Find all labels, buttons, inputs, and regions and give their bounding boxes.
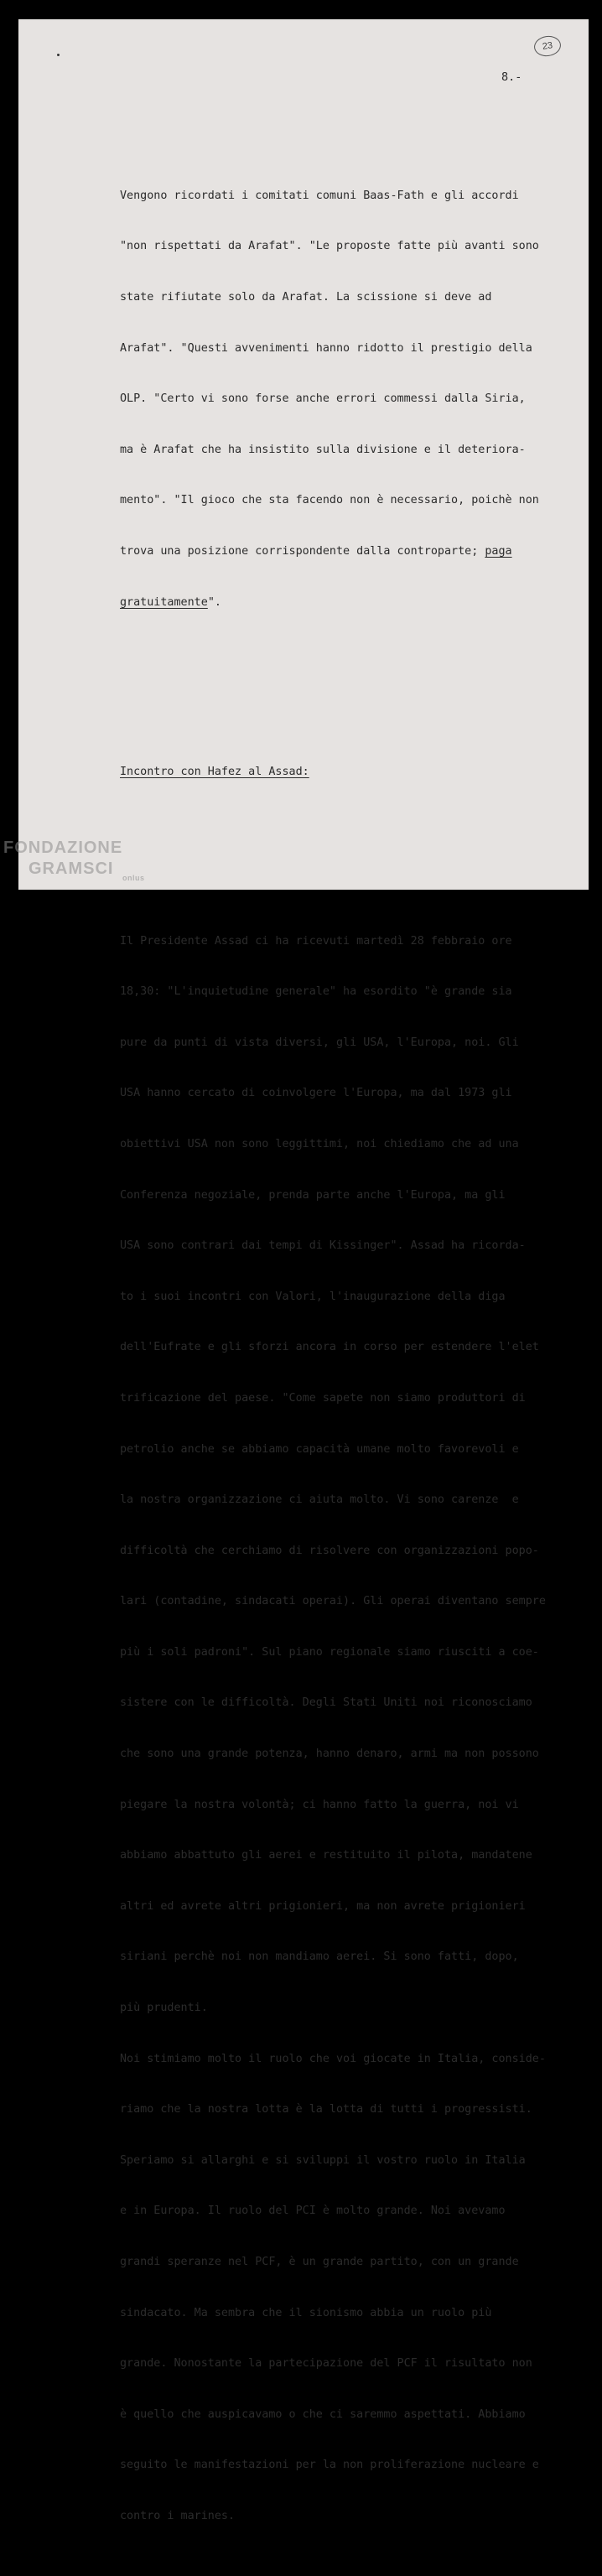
watermark-line-2: GRAMSCI bbox=[29, 860, 114, 878]
text-line: più prudenti. bbox=[120, 2002, 208, 2015]
text-line: è quello che auspicavamo o che ci saremmo aspettati. Abbiamo bbox=[120, 2407, 526, 2421]
text-line: altri ed avrete altri prigionieri, ma non avrete prigionieri bbox=[120, 1899, 526, 1913]
text-line: e in Europa. Il ruolo del PCI è molto grande. Noi avevamo bbox=[120, 2205, 506, 2218]
document-body bbox=[120, 120, 552, 2576]
paragraph-assad bbox=[120, 899, 552, 2558]
text-line: grande. Nonostante la partecipazione del PCF il risultato non bbox=[120, 2357, 532, 2371]
text-line: la nostra organizzazione ci aiuta molto. Vi sono carenze e bbox=[120, 1493, 519, 1507]
margin-dot bbox=[57, 54, 60, 56]
text-line-start: trova una posizione corrispondente dalla controparte; bbox=[120, 544, 479, 558]
text-line: Speriamo si allarghi e si sviluppi il vostro ruolo in Italia bbox=[120, 2153, 526, 2167]
text-line: Il Presidente Assad ci ha ricevuti martedì 28 febbraio ore bbox=[120, 934, 512, 948]
text-line: to i suoi incontri con Valori, l'inaugurazione della diga bbox=[120, 1290, 506, 1303]
underlined-word: paga bbox=[485, 544, 512, 558]
text-line-end: ". bbox=[207, 595, 221, 609]
text-line: Arafat". "Questi avvenimenti hanno ridotto il prestigio della bbox=[120, 341, 532, 355]
text-line: Noi stimiamo molto il ruolo che voi giocate in Italia, conside- bbox=[120, 2052, 546, 2065]
watermark-line-3: onlus bbox=[122, 874, 145, 882]
text-line: "non rispettati da Arafat". "Le proposte fatte più avanti sono bbox=[120, 240, 539, 253]
section-heading: Incontro con Hafez al Assad: bbox=[120, 765, 309, 778]
text-line: piegare la nostra volontà; ci hanno fatto la guerra, noi vi bbox=[120, 1798, 519, 1811]
text-line: grandi speranze nel PCF, è un grande partito, con un grande bbox=[120, 2256, 519, 2268]
text-line: difficoltà che cerchiamo di risolvere con organizzazioni popo- bbox=[120, 1544, 539, 1557]
text-line: pure da punti di vista diversi, gli USA, l'Europa, noi. Gli bbox=[120, 1036, 519, 1049]
text-line: USA sono contrari dai tempi di Kissinger". Assad ha ricorda- bbox=[120, 1239, 526, 1253]
text-line: abbiamo abbattuto gli aerei e restituito il pilota, mandatene bbox=[120, 1849, 532, 1862]
text-line: più i soli padroni". Sul piano regionale siamo riusciti a coe- bbox=[120, 1645, 539, 1659]
text-line: OLP. "Certo vi sono forse anche errori commessi dalla Siria, bbox=[120, 392, 526, 406]
text-line: ma è Arafat che ha insistito sulla divisione e il deteriora- bbox=[120, 443, 526, 456]
text-line: mento". "Il gioco che sta facendo non è necessario, poichè non bbox=[120, 494, 539, 507]
text-line: trificazione del paese. "Come sapete non siamo produttori di bbox=[120, 1391, 526, 1405]
text-line: siriani perchè noi non mandiamo aerei. Si sono fatti, dopo, bbox=[120, 1950, 519, 1964]
paragraph-arafat bbox=[120, 153, 552, 645]
text-line: Conferenza negoziale, prenda parte anche l'Europa, ma gli bbox=[120, 1188, 506, 1202]
text-line: sindacato. Ma sembra che il sionismo abbia un ruolo più bbox=[120, 2306, 492, 2319]
paragraph-spacer bbox=[120, 696, 552, 713]
text-line: riamo che la nostra lotta è la lotta di tutti i progressisti. bbox=[120, 2103, 532, 2116]
underlined-word: gratuitamente bbox=[120, 595, 208, 609]
text-line: lari (contadine, sindacati operai). Gli operai diventano sempre bbox=[120, 1595, 546, 1608]
text-line: seguito le manifestazioni per la non proliferazione nucleare e bbox=[120, 2459, 539, 2472]
watermark-line-1: FONDAZIONE bbox=[3, 839, 123, 857]
text-line: sistere con le difficoltà. Degli Stati Uniti noi riconosciamo bbox=[120, 1696, 532, 1710]
text-line: dell'Eufrate e gli sforzi ancora in corso per estendere l'elet bbox=[120, 1341, 539, 1354]
text-line: che sono una grande potenza, hanno denaro, armi ma non possono bbox=[120, 1748, 539, 1761]
text-line: Vengono ricordati i comitati comuni Baas-Fath e gli accordi bbox=[120, 189, 519, 202]
text-line bbox=[120, 595, 552, 611]
page-number: 8.- bbox=[501, 70, 522, 84]
archive-watermark bbox=[3, 839, 145, 882]
archive-page-stamp: 23 bbox=[532, 34, 562, 58]
paragraph-spacer bbox=[120, 831, 552, 848]
text-line: petrolio anche se abbiamo capacità umane molto favorevoli e bbox=[120, 1442, 519, 1456]
text-line bbox=[120, 543, 552, 560]
text-line: USA hanno cercato di coinvolgere l'Europa, ma dal 1973 gli bbox=[120, 1087, 512, 1100]
text-line: 18,30: "L'inquietudine generale" ha esordito "è grande sia bbox=[120, 985, 512, 999]
text-line: obiettivi USA non sono leggittimi, noi chiediamo che ad una bbox=[120, 1137, 519, 1150]
text-line: contro i marines. bbox=[120, 2509, 236, 2522]
text-line: state rifiutate solo da Arafat. La scissione si deve ad bbox=[120, 291, 492, 304]
